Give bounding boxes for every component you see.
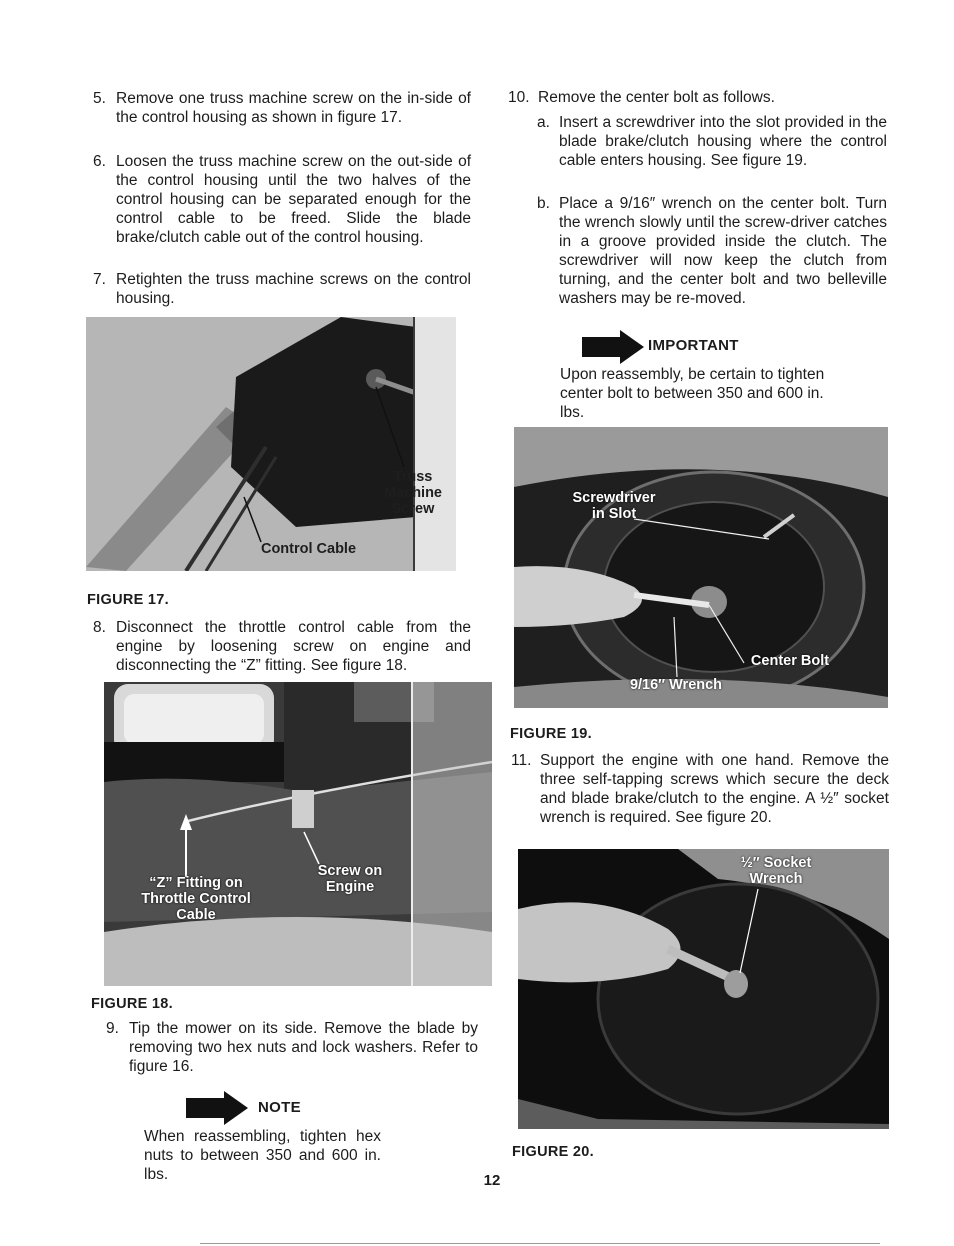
substep-text: Place a 9/16″ wrench on the center bolt. Turn the wrench slowly until the screw-driver catches in a groove provided inside the clutch. The screwdriver will now keep the clutch from turning, and the center bolt and two belleville washers may be re-moved. <box>559 195 887 307</box>
step-number: 5. <box>93 90 106 107</box>
label-line: Cable <box>176 907 216 923</box>
figure-18-caption: FIGURE 18. <box>91 996 173 1012</box>
important-arrow-icon <box>582 330 644 369</box>
step-number: 6. <box>93 153 106 170</box>
screw-on-engine-label <box>300 863 400 895</box>
center-bolt-label: Center Bolt <box>750 653 830 669</box>
figure-19-caption: FIGURE 19. <box>510 726 592 742</box>
step-number: 11. <box>511 752 532 769</box>
wrench-label: 9/16″ Wrench <box>629 677 723 693</box>
step-text: Tip the mower on its side. Remove the blade by removing two hex nuts and lock washers. Refer to figure 16. <box>129 1020 478 1075</box>
step-text: Retighten the truss machine screws on the control housing. <box>116 271 471 307</box>
step-10 <box>508 88 888 107</box>
important-heading: IMPORTANT <box>648 337 739 354</box>
step-number: 8. <box>93 619 106 636</box>
step-7 <box>93 270 471 308</box>
step-number: 9. <box>106 1020 119 1037</box>
figure-18-photo <box>104 682 492 986</box>
label-line: in Slot <box>591 506 637 522</box>
engine-throttle-illustration <box>104 682 492 986</box>
important-text: Upon reassembly, be certain to tighten center bolt to between 350 and 600 in. lbs. <box>560 366 825 421</box>
figure-20-photo <box>518 849 889 1129</box>
step-6 <box>93 152 471 247</box>
substep-letter: a. <box>537 114 550 131</box>
note-text: When reassembling, tighten hex nuts to between 350 and 600 in. lbs. <box>144 1128 381 1183</box>
label-line: Wrench <box>749 871 803 887</box>
step-number: 7. <box>93 271 106 288</box>
step-text: Disconnect the throttle control cable from the engine by loosening screw on engine and disconnecting the “Z” fitting. See figure 18. <box>116 619 471 674</box>
label-line: Screw on <box>317 863 383 879</box>
step-8 <box>93 618 471 675</box>
label-line: “Z” Fitting on <box>149 875 243 891</box>
step-text: Support the engine with one hand. Remove the three self-tapping screws which secure the deck and blade brake/clutch to the engine. A ½″ socket wrench is required. See figure 20. <box>540 752 889 826</box>
note-arrow-icon <box>186 1091 248 1130</box>
label-line: Throttle Control <box>141 891 251 907</box>
figure-17-caption: FIGURE 17. <box>87 592 169 608</box>
socket-wrench-label <box>721 855 831 887</box>
step-9 <box>106 1019 478 1076</box>
substep-text: Insert a screwdriver into the slot provided in the blade brake/clutch housing where the control cable enters housing. See figure 19. <box>559 114 887 169</box>
substep-a <box>537 113 887 170</box>
label-line: ½″ Socket <box>740 855 812 871</box>
substep-b <box>537 194 887 308</box>
note-heading: NOTE <box>258 1099 301 1116</box>
step-number: 10. <box>508 89 530 106</box>
label-line: Screwdriver <box>572 490 656 506</box>
label-line: Engine <box>325 879 375 895</box>
figure-17-photo <box>86 317 456 571</box>
figure-19-photo <box>514 427 888 708</box>
z-fitting-label <box>126 875 266 923</box>
step-text: Remove one truss machine screw on the in-side of the control housing as shown in figure 17. <box>116 90 471 126</box>
figure-20-caption: FIGURE 20. <box>512 1144 594 1160</box>
label-line: Truss <box>393 469 433 485</box>
step-text: Loosen the truss machine screw on the out-side of the control housing until the two halves of the control housing can be separated enough for the control cable to be freed. Slide the blade brake/clutch cable out of the control housing. <box>116 153 471 246</box>
control-cable-label: Control Cable <box>260 541 357 557</box>
step-text: Remove the center bolt as follows. <box>538 89 775 106</box>
page-number: 12 <box>483 1172 501 1189</box>
label-line: Machine <box>383 485 442 501</box>
control-housing-illustration <box>86 317 456 571</box>
bottom-edge-line <box>200 1243 880 1244</box>
socket-wrench-illustration <box>518 849 889 1129</box>
step-5 <box>93 89 471 127</box>
substep-letter: b. <box>537 195 550 212</box>
label-line: Screw <box>391 501 435 517</box>
screwdriver-in-slot-label <box>559 490 669 522</box>
truss-machine-screw-label <box>368 469 456 517</box>
step-11 <box>511 751 889 827</box>
